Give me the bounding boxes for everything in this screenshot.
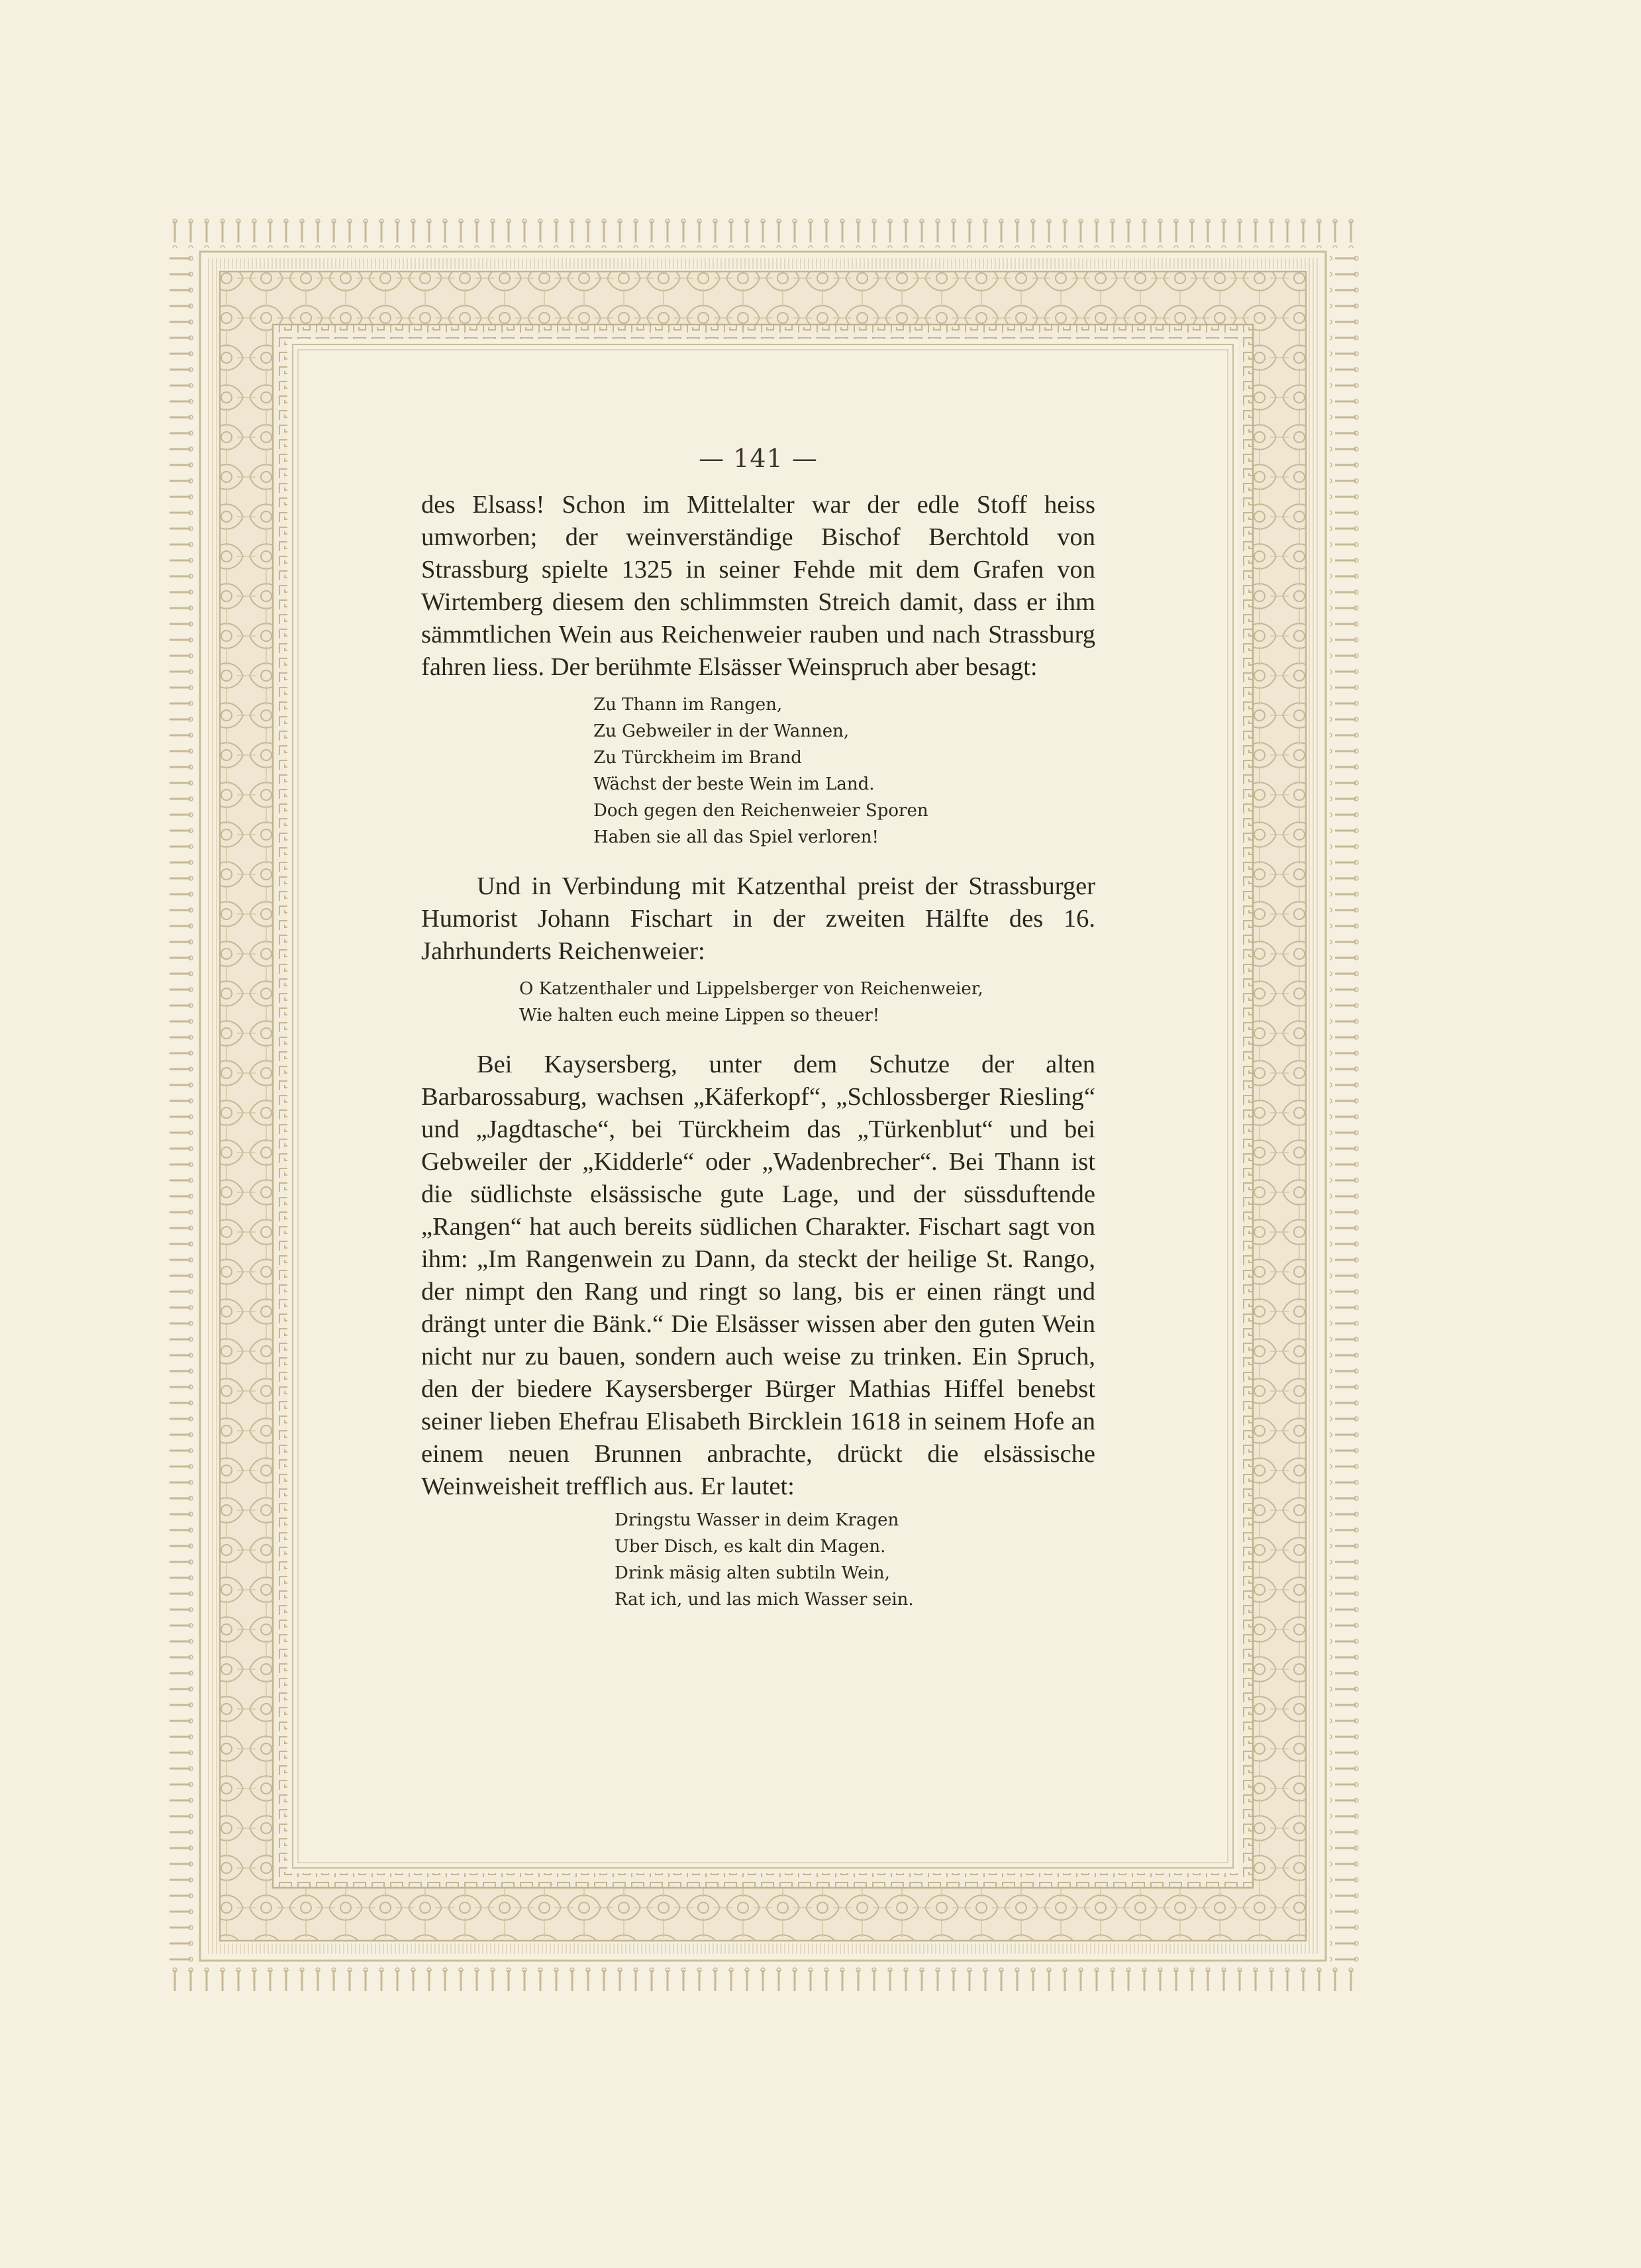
verse-line: Zu Thann im Rangen, [593,695,783,715]
prose-body [421,489,1095,1613]
verse-line: Zu Türckheim im Brand [593,748,802,768]
verse-brunnen [421,1507,1095,1613]
verse-line: Dringstu Wasser in deim Kragen [615,1510,899,1530]
page-text-block [421,444,1095,1613]
verse-line: Rat ich, und las mich Wasser sein. [615,1590,914,1610]
verse-line: Drink mäsig alten subtiln Wein, [615,1563,890,1583]
verse-line: Zu Gebweiler in der Wannen, [593,721,850,741]
verse-line: Doch gegen den Reichenweier Sporen [593,801,928,821]
verse-line: O Katzenthaler und Lippelsberger von Reichenweier, [519,979,983,999]
verse-line: Wie halten euch meine Lippen so theuer! [519,1005,880,1025]
verse-line: Haben sie all das Spiel verloren! [593,827,879,847]
page-number: — 141 — [699,444,818,473]
verse-line: Wächst der beste Wein im Land. [593,774,875,794]
verse-fischart [421,976,1095,1029]
paragraph-fischart: Und in Verbindung mit Katzenthal preist der Strassburger Humorist Johann Fischart in der zweiten Hälfte des 16. Jahrhunderts Reichenweier: [421,872,1095,965]
verse-weinspruch [421,692,1095,850]
paragraph-kaysersberg: Bei Kaysersberg, unter dem Schutze der alten Barbarossaburg, wachsen „Käferkopf“, „Schlossberger Riesling“ und „Jagdtasche“, bei Türckheim das „Türkenblut“ und bei Gebweiler der „Kidderle“ oder „Wadenbrecher“. Bei Thann ist die südlichste elsässische gute Lage, und der süssduftende „Rangen“ hat auch bereits südlichen Charakter. Fischart sagt von ihm: „Im Rangenwein zu Dann, da steckt der heilige St. Rango, der nimpt den Rang und ringt so lang, bis er einen rängt und drängt unter die Bänk.“ Die Elsässer wissen aber den guten Wein nicht nur zu bauen, sondern auch weise zu trinken. Ein Spruch, den der biedere Kaysersberger Bürger Mathias Hiffel benebst seiner lieben Ehefrau Elisabeth Bircklein 1618 in seinem Hofe an einem neuen Brunnen anbrachte, drückt die elsässische Weinweisheit trefflich aus. Er lautet: [421,1051,1095,1500]
verse-line: Uber Disch, es kalt din Magen. [615,1537,886,1557]
paragraph-intro: des Elsass! Schon im Mittelalter war der edle Stoff heiss umworben; der weinverständige Bischof Berchtold von Strassburg spielte 1325 in seiner Fehde mit dem Grafen von Wirtemberg diesem den schlimmsten Streich damit, dass er ihm sämmtlichen Wein aus Reichenweier rauben und nach Strassburg fahren liess. Der berühmte Elsässer Weinspruch aber besagt: [421,491,1095,681]
